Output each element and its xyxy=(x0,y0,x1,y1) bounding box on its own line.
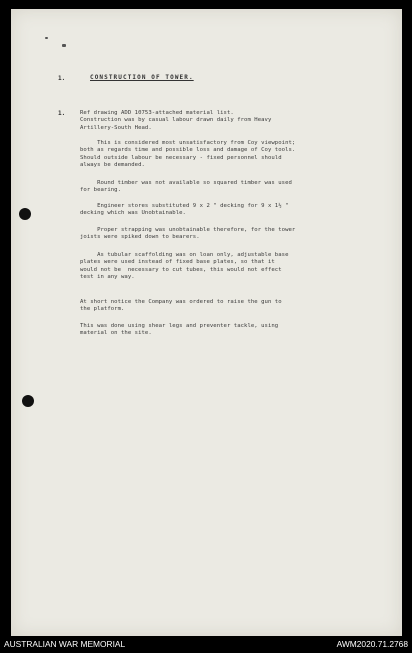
paper-mark xyxy=(62,44,66,47)
footer-institution: AUSTRALIAN WAR MEMORIAL xyxy=(4,639,126,649)
footer-accession-number: AWM2020.71.2768 xyxy=(336,639,408,649)
paragraph: At short notice the Company was ordered to raise the gun to the platform. xyxy=(80,299,282,313)
paragraph: As tubular scaffolding was on loan only, adjustable base plates were used instead of fixed base plates, so that it would not be necessary to cut tubes, this would not effect test in any way. xyxy=(80,252,289,281)
paragraph: Engineer stores substituted 9 x 2 " decking for 9 x 1½ " decking which was Unobtainable. xyxy=(80,203,289,217)
paragraph: Ref drawing ADD 10753-attached material list. Construction was by casual labour drawn daily from Heavy Artillery-South Head. xyxy=(80,110,272,131)
paper-mark xyxy=(45,37,48,39)
paragraph: This is considered most unsatisfactory from Coy viewpoint; both as regards time and possible loss and damage of Coy tools. Should outside labour be necessary - fixed personnel should always be demanded. xyxy=(80,140,296,169)
punch-hole xyxy=(19,208,31,220)
paragraph: Proper strapping was unobtainable therefore, for the tower joists were spiked down to bearers. xyxy=(80,227,296,241)
paragraph: Round timber was not available so squared timber was used for bearing. xyxy=(80,180,292,194)
item-number: 1. xyxy=(58,110,66,117)
paragraph: This was done using shear legs and preventer tackle, using material on the site. xyxy=(80,323,279,337)
section-number: 1. xyxy=(58,75,66,82)
punch-hole xyxy=(22,395,34,407)
section-heading: CONSTRUCTION OF TOWER. xyxy=(90,74,194,81)
